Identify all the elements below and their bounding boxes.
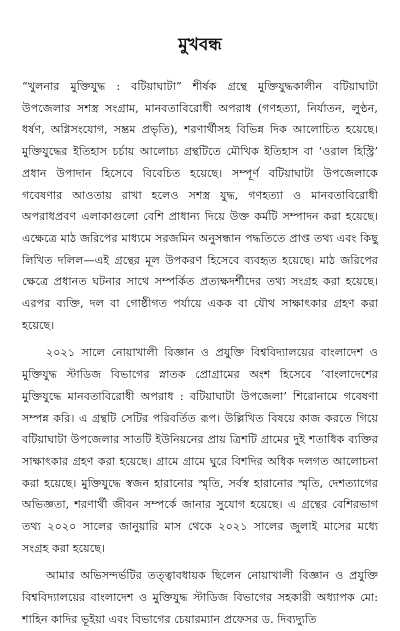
page-title: মুখবন্ধ	[178, 35, 222, 55]
paragraph-2: ২০২১ সালে নোয়াখালী বিজ্ঞান ও প্রযুক্তি বিশ্ববিদ্যালয়ের বাংলাদেশ ও মুক্তিযুদ্ধ স্টাডিজ বিভাগের স্নাতক প্রোগ্রামের অংশ হিসেবে ‘বাংলাদেশের মুক্তিযুদ্ধে মানবতাবিরোধী অপরাধ : বটিয়াঘাটা উপজেলা’ শিরোনামে গবেষণা সম্পন্ন করি। এ গ্রন্থটি সেটির পরিবর্তিত রূপ। উল্লিখিত বিষয়ে কাজ করতে গিয়ে বটিয়াঘাটা উপজেলার সাতটি ইউনিয়নের প্রায় ত্রিশটি গ্রামের দুই শতাধিক ব্যক্তির সাক্ষাৎকার গ্রহণ করা হয়েছে। গ্রামে গ্রামে ঘুরে বিশদির অধিক দলগত আলোচনা করা হয়েছে। মুক্তিযুদ্ধে স্বজন হারানোর স্মৃতি, সর্বস্ব হারানোর স্মৃতি, দেশত্যাগের অভিজ্ঞতা, শরণার্থী জীবন সম্পর্কে জানার সুযোগ হয়েছে। এ গ্রন্থের বেশিরভাগ তথ্য ২০২০ সালের জানুয়ারি মাস থেকে ২০২১ সালের জুলাই মাসের মধ্যে সংগ্রহ করা হয়েছে।	[22, 346, 378, 555]
paragraph-3: আমার অভিসন্দর্ভটির তত্ত্বাবধায়ক ছিলেন নোয়াখালী বিজ্ঞান ও প্রযুক্তি বিশ্ববিদ্যালয়ের বাংলাদেশ ও মুক্তিযুদ্ধ স্টাডিজ বিভাগের সহকারী অধ্যাপক মো: শাহিন কাদির ভূইয়া এবং বিভাগের চেয়ারম্যান প্রফেসর ড. দিব্যদ্যুতি	[22, 569, 378, 626]
paragraph-1: “খুলনার মুক্তিযুদ্ধ : বটিয়াঘাটা” শীর্ষক গ্রন্থে মুক্তিযুদ্ধকালীন বটিয়াঘাটা উপজেলার সশস্ত্র সংগ্রাম, মানবতাবিরোধী অপরাধ (গণহত্যা, নির্যাতন, লুণ্ঠন, ধর্ষণ, অগ্নিসংযোগ, সম্ভ্রম প্রভৃতি), শরণার্থীসহ বিভিন্ন দিক আলোচিত হয়েছে। মুক্তিযুদ্ধের ইতিহাস চর্চায় আলোচ্য গ্রন্থটিতে মৌখিক ইতিহাস বা ‘ওরাল হিস্ট্রি’ প্রধান উপাদান হিসেবে বিবেচিত হয়েছে। সম্পূর্ণ বটিয়াঘাটা উপজেলাকে গবেষণার আওতায় রাখা হলেও সশস্ত্র যুদ্ধ, গণহত্যা ও মানবতাবিরোধী অপরাধপ্রবণ এলাকাগুলো বেশি প্রাধান্য দিয়ে উক্ত কর্মটি সম্পাদন করা হয়েছে। এক্ষেত্রে মাঠ জরিপের মাধ্যমে সরজমিন অনুসন্ধান পদ্ধতিতে প্রাপ্ত তথ্য এবং কিছু লিখিত দলিল—এই গ্রন্থের মূল উপকরণ হিসেবে ব্যবহৃত হয়েছে। মাঠ জরিপের ক্ষেত্রে প্রধানত ঘটনার সাথে সম্পর্কিত প্রত্যক্ষদর্শীদের তথ্য সংগ্রহ করা হয়েছে। এরপর ব্যক্তি, দল বা গোষ্ঠীগত পর্যায়ে একক বা যৌথ সাক্ষাৎকার গ্রহণ করা হয়েছে।	[22, 80, 378, 332]
